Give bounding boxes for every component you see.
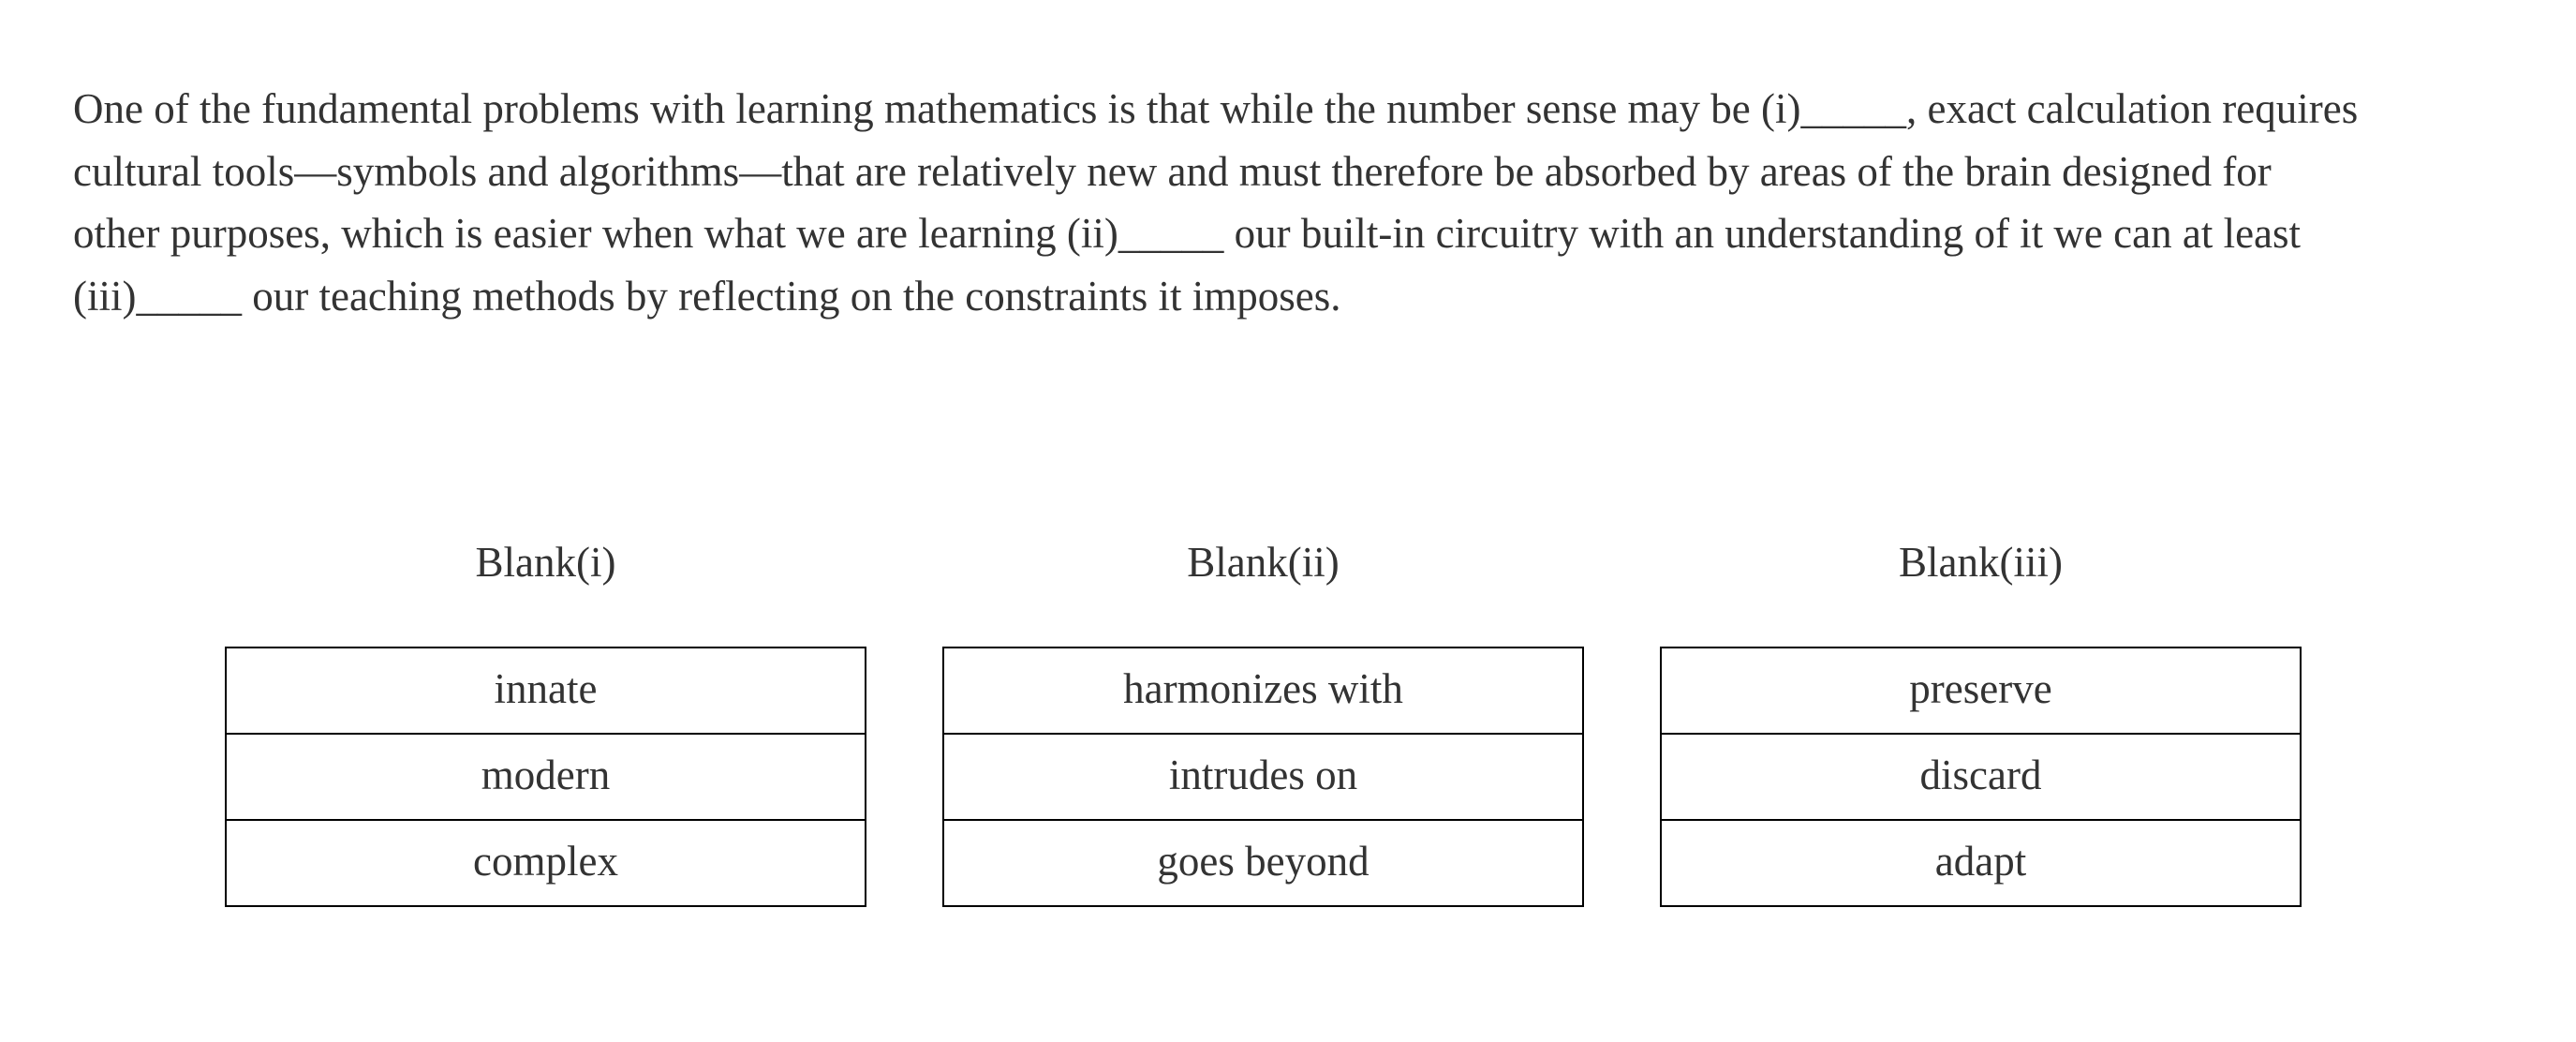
blank-ii-option[interactable]: intrudes on <box>943 734 1583 820</box>
blank-iii-column <box>1660 534 2302 907</box>
blank-i-column <box>225 534 866 907</box>
blank-i-option[interactable]: complex <box>226 820 866 906</box>
blank-iii-option[interactable]: preserve <box>1661 648 2301 734</box>
blank-iii-option[interactable]: discard <box>1661 734 2301 820</box>
blank-iii-options <box>1660 647 2302 907</box>
question-passage <box>73 78 2527 327</box>
blank-i-header: Blank(i) <box>475 539 616 586</box>
passage-line-1: One of the fundamental problems with learning mathematics is that while the number sense may be (i)_____, exact calculation requires <box>73 85 2359 132</box>
blank-iii-option[interactable]: adapt <box>1661 820 2301 906</box>
blank-ii-column <box>942 534 1584 907</box>
passage-line-2: cultural tools—symbols and algorithms—that are relatively new and must therefore be absorbed by areas of the brain designed for <box>73 147 2272 195</box>
blank-i-option[interactable]: modern <box>226 734 866 820</box>
blank-ii-option[interactable]: harmonizes with <box>943 648 1583 734</box>
blank-ii-options <box>942 647 1584 907</box>
blank-iii-header: Blank(iii) <box>1899 539 2063 586</box>
blank-ii-option[interactable]: goes beyond <box>943 820 1583 906</box>
blank-i-options <box>225 647 866 907</box>
answer-choices <box>225 534 2302 907</box>
passage-line-3: other purposes, which is easier when what we are learning (ii)_____ our built-in circuitry with an understanding of it we can at least <box>73 210 2302 257</box>
blank-i-option[interactable]: innate <box>226 648 866 734</box>
passage-line-4: (iii)_____ our teaching methods by reflecting on the constraints it imposes. <box>73 272 1341 320</box>
blank-ii-header: Blank(ii) <box>1187 539 1340 586</box>
